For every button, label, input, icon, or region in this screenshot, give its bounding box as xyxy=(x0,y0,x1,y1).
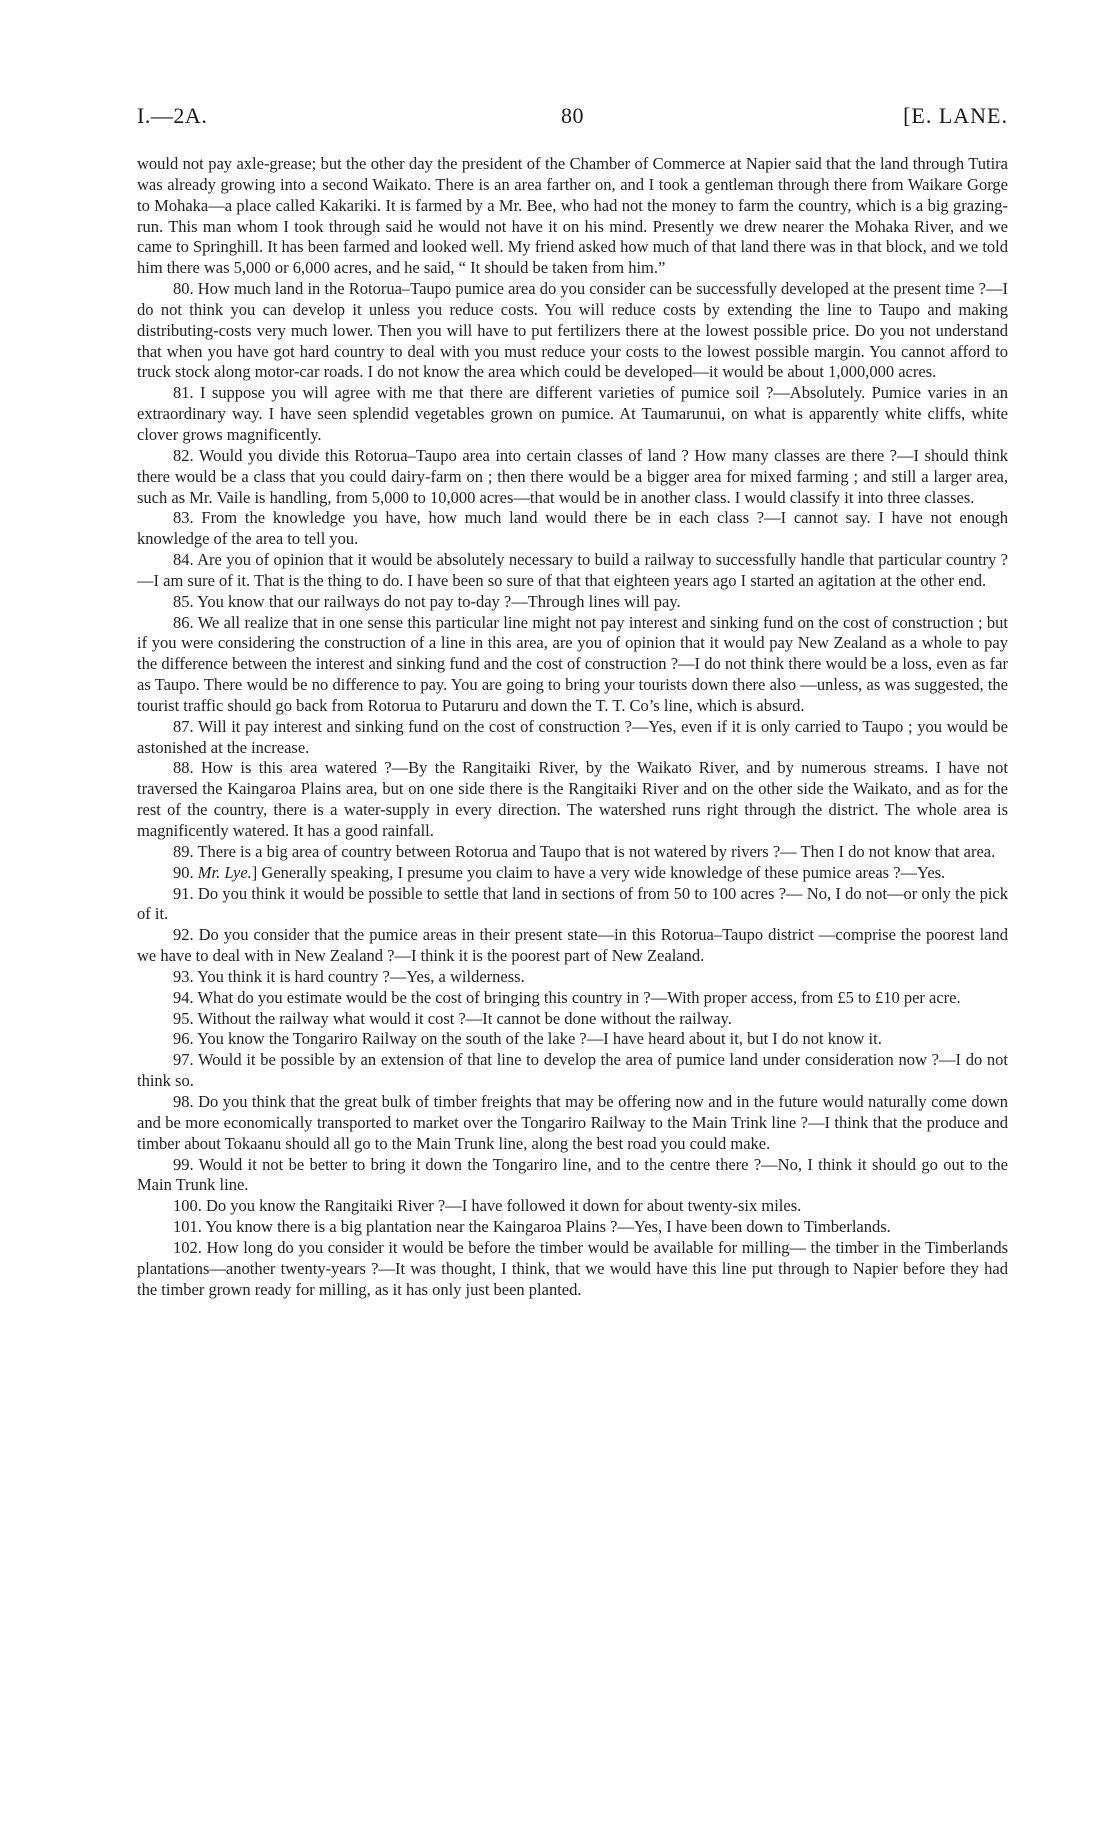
page-number: 80 xyxy=(561,103,584,128)
question-87: 87. Will it pay interest and sinking fund on the cost of construction ?—Yes, even if it is only carried to Taupo ; you would be astonished at the increase. xyxy=(137,716,1008,757)
question-91: 91. Do you think it would be possible to settle that land in sections of from 50 to 100 acres ?— No, I do not—or only the pick of it. xyxy=(137,883,1008,924)
question-82: 82. Would you divide this Rotorua–Taupo area into certain classes of land ? How many classes are there ?—I should think there would be a class that you could dairy-farm on ; then there would be a bigger area for mixed farming ; and still a larger area, such as Mr. Vaile is handling, from 5,000 to 10,000 acres—that would be in another class. I would classify it into three classes. xyxy=(137,445,1008,507)
question-85: 85. You know that our railways do not pay to-day ?—Through lines will pay. xyxy=(173,591,681,611)
question-92: 92. Do you consider that the pumice areas in their present state—in this Rotorua–Taupo district —comprise the poorest land we have to deal with in New Zealand ?—I think it is the poorest part of New Zealand. xyxy=(137,925,1008,966)
question-89: 89. There is a big area of country between Rotorua and Taupo that is not watered by rivers ?— Then I do not know that area. xyxy=(173,841,996,861)
question-96: 96. You know the Tongariro Railway on the south of the lake ?—I have heard about it, but I do not know it. xyxy=(173,1029,882,1049)
question-102: 102. How long do you consider it would be before the timber would be available for milling— the timber in the Timberlands plantations—another twenty-years ?—It was thought, I think, that we would have this line put through to Napier before they had the timber grown ready for milling, as it has only just been planted. xyxy=(137,1237,1008,1299)
speaker-name: Mr. Lye. xyxy=(197,862,252,882)
paragraph-continuation: would not pay axle-grease; but the other day the president of the Chamber of Commerce at Napier said that the land through Tutira was already growing into a second Waikato. There is an area farther on, and I took a gentleman through there from Waikare Gorge to Mohaka—a place called Kakariki. It is farmed by a Mr. Bee, who had not the money to farm the country, which is a big grazing-run. This man whom I took through said he would not have it on his mind. Presently we drew nearer the Mohaka River, and we came to Springhill. It has been farmed and looked well. My friend asked how much of that land there was in that block, and we told him there was 5,000 or 6,000 acres, and he said, “ It should be taken from him.” xyxy=(137,154,1008,278)
question-86: 86. We all realize that in one sense this particular line might not pay interest and sinking fund on the cost of construction ; but if you were considering the construction of a line in this area, are you of opinion that it would pay New Zealand as a whole to pay the difference between the interest and sinking fund and the cost of construction ?—I do not think there would be a loss, even as far as Taupo. There would be no difference to pay. You are going to bring your tourists down there also —unless, as was suggested, the tourist traffic should go back from Rotorua to Putaruru and down the T. T. Co’s line, which is absurd. xyxy=(137,612,1008,715)
question-84: 84. Are you of opinion that it would be absolutely necessary to build a railway to successfully handle that particular country ?—I am sure of it. That is the thing to do. I have been so sure of that that eighteen years ago I started an agitation at the other end. xyxy=(137,550,1008,590)
question-83: 83. From the knowledge you have, how much land would there be in each class ?—I cannot say. I have not enough knowledge of the area to tell you. xyxy=(137,508,1008,549)
witness-name: [E. LANE. xyxy=(903,103,1008,128)
question-93: 93. You think it is hard country ?—Yes, a wilderness. xyxy=(173,966,525,986)
question-88: 88. How is this area watered ?—By the Rangitaiki River, by the Waikato River, and by numerous streams. I have not traversed the Kaingaroa Plains area, but on one side there is the Rangitaiki River and on the other side the Waikato, and as for the rest of the country, there is a water-supply in every direction. The watershed runs right through the district. The whole area is magnificently watered. It has a good rainfall. xyxy=(137,758,1008,840)
question-101: 101. You know there is a big plantation near the Kaingaroa Plains ?—Yes, I have been down to Timberlands. xyxy=(173,1217,891,1237)
question-98: 98. Do you think that the great bulk of timber freights that may be offering now and in the future would naturally come down and be more economically transported to market over the Tongariro Railway to the Main Trink line ?—I think that the produce and timber about Tokaanu should all go to the Main Trunk line, along the best road you could make. xyxy=(137,1091,1008,1153)
question-99: 99. Would it not be better to bring it down the Tongariro line, and to the centre there ?—No, I think it should go out to the Main Trunk line. xyxy=(137,1154,1008,1195)
question-90: 90. Mr. Lye.] Generally speaking, I presume you claim to have a very wide knowledge of these pumice areas ?—Yes. xyxy=(173,862,946,882)
page-header xyxy=(137,103,1008,133)
question-95: 95. Without the railway what would it cost ?—It cannot be done without the railway. xyxy=(173,1008,732,1028)
document-reference: I.—2A. xyxy=(137,103,208,128)
question-97: 97. Would it be possible by an extension of that line to develop the area of pumice land under consideration now ?—I do not think so. xyxy=(137,1050,1008,1091)
question-100: 100. Do you know the Rangitaiki River ?—I have followed it down for about twenty-six miles. xyxy=(173,1196,802,1216)
question-94: 94. What do you estimate would be the cost of bringing this country in ?—With proper access, from £5 to £10 per acre. xyxy=(173,987,961,1007)
evidence-text xyxy=(137,154,1008,1300)
question-80: 80. How much land in the Rotorua–Taupo pumice area do you consider can be successfully developed at the present time ?—I do not think you can develop it unless you reduce costs. You will reduce costs by extending the line to Taupo and making distributing-costs very much lower. Then you will have to put fertilizers there at the lowest possible price. Do you not understand that when you have got hard country to deal with you must reduce your costs to the lowest possible margin. You cannot afford to truck stock along motor-car roads. I do not know the area which could be developed—it would be about 1,000,000 acres. xyxy=(137,279,1008,382)
question-81: 81. I suppose you will agree with me that there are different varieties of pumice soil ?—Absolutely. Pumice varies in an extraordinary way. I have seen splendid vegetables grown on pumice. At Taumarunui, on what is apparently white cliffs, white clover grows magnificently. xyxy=(137,383,1008,444)
